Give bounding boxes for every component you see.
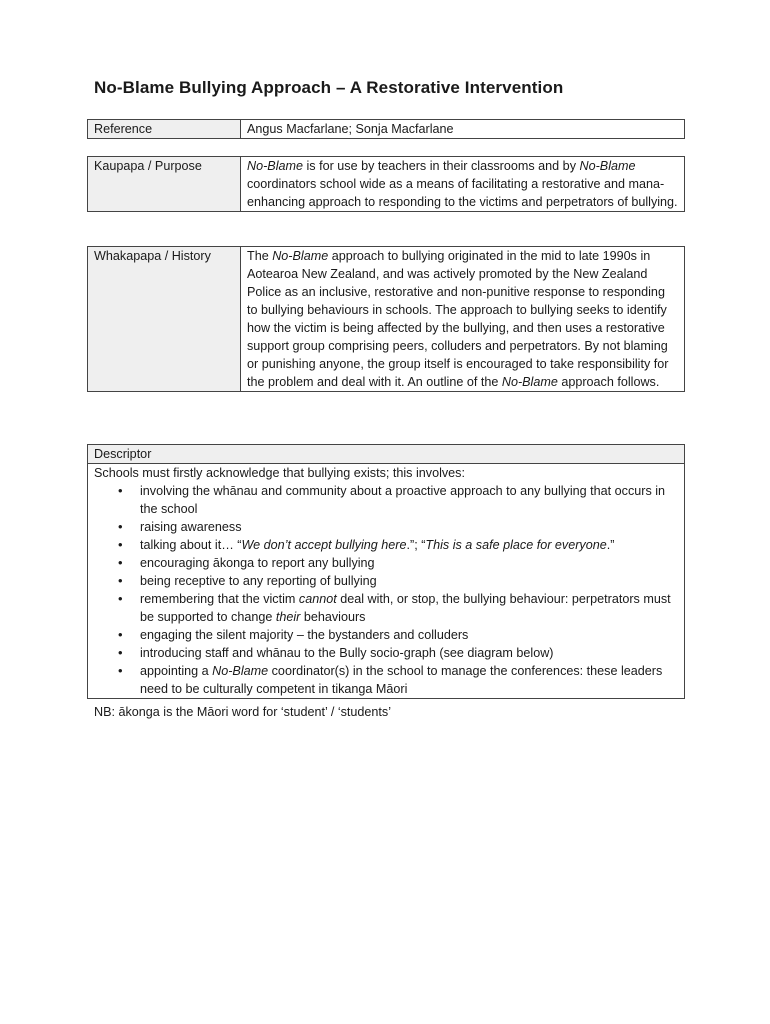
history-text-1: The (247, 249, 273, 263)
history-text-2: approach to bullying originated in the mid to late 1990s in Aotearoa New Zealand, and was actively promoted by the New Zealand Police as an inclusive, restorative and non-punitive response to responding to bullying behaviours in schools. The approach to bullying seeks to identify how the victim is being affected by the bullying, and then uses a restorative support group comprising peers, colluders and perpetrators. By not blaming or punishing anyone, the group itself is encouraged to take responsibility for the problem and deal with it. An outline of the (247, 249, 669, 389)
history-label: Whakapapa / History (88, 247, 241, 392)
list-item (140, 590, 678, 626)
list-item-text: remembering that the victim (140, 592, 299, 606)
reference-value: Angus Macfarlane; Sonja Macfarlane (241, 120, 685, 139)
purpose-em-2: No-Blame (579, 159, 636, 173)
history-em-1: No-Blame (272, 249, 329, 263)
list-item: • introducing staff and whānau to the Bully socio-graph (see diagram below) (140, 644, 678, 662)
purpose-text (241, 157, 685, 212)
list-item: • being receptive to any reporting of bullying (140, 572, 678, 590)
list-item (140, 662, 678, 698)
descriptor-body (88, 464, 685, 699)
descriptor-label: Descriptor (88, 445, 685, 464)
descriptor-list (94, 482, 678, 698)
list-item-emphasis: We don’t accept bullying here (241, 538, 407, 552)
purpose-text-1: is for use by teachers in their classrooms and by (303, 159, 580, 173)
list-item: • raising awareness (140, 518, 678, 536)
purpose-label: Kaupapa / Purpose (88, 157, 241, 212)
list-item-emphasis: cannot (298, 592, 337, 606)
reference-table (87, 119, 685, 139)
list-item: • encouraging ākonga to report any bullying (140, 554, 678, 572)
list-item (140, 536, 678, 554)
purpose-text-2: coordinators school wide as a means of facilitating a restorative and mana-enhancing approach to responding to the victims and perpetrators of bullying. (247, 177, 678, 209)
descriptor-table (87, 444, 685, 699)
list-item-emphasis: their (275, 610, 301, 624)
footnote: NB: ākonga is the Māori word for ‘student’ / ‘students’ (94, 705, 392, 719)
purpose-em-1: No-Blame (247, 159, 303, 173)
list-item-text: deal with, or stop, the bullying behaviour: perpetrators must be supported to change (140, 592, 671, 624)
list-item-text: appointing a (140, 664, 213, 678)
list-item-emphasis: This is a safe place for everyone (425, 538, 607, 552)
history-text (241, 247, 685, 392)
descriptor-intro: Schools must firstly acknowledge that bullying exists; this involves: (94, 466, 465, 480)
document-title: No-Blame Bullying Approach – A Restorative Intervention (94, 78, 564, 97)
list-item-text: .” (606, 538, 615, 552)
history-text-3: approach follows. (557, 375, 660, 389)
list-item: • involving the whānau and community about a proactive approach to any bullying that occurs in the school (140, 482, 678, 518)
history-table (87, 246, 685, 392)
purpose-table (87, 156, 685, 212)
list-item: • engaging the silent majority – the bystanders and colluders (140, 626, 678, 644)
reference-label: Reference (88, 120, 241, 139)
list-item-emphasis: No-Blame (212, 664, 269, 678)
list-item-text: talking about it… “ (140, 538, 242, 552)
list-item-text: .”; “ (406, 538, 426, 552)
history-em-2: No-Blame (501, 375, 558, 389)
list-item-text: behaviours (300, 610, 366, 624)
list-item-text: coordinator(s) in the school to manage the conferences: these leaders need to be culturally competent in tikanga Māori (140, 664, 663, 696)
